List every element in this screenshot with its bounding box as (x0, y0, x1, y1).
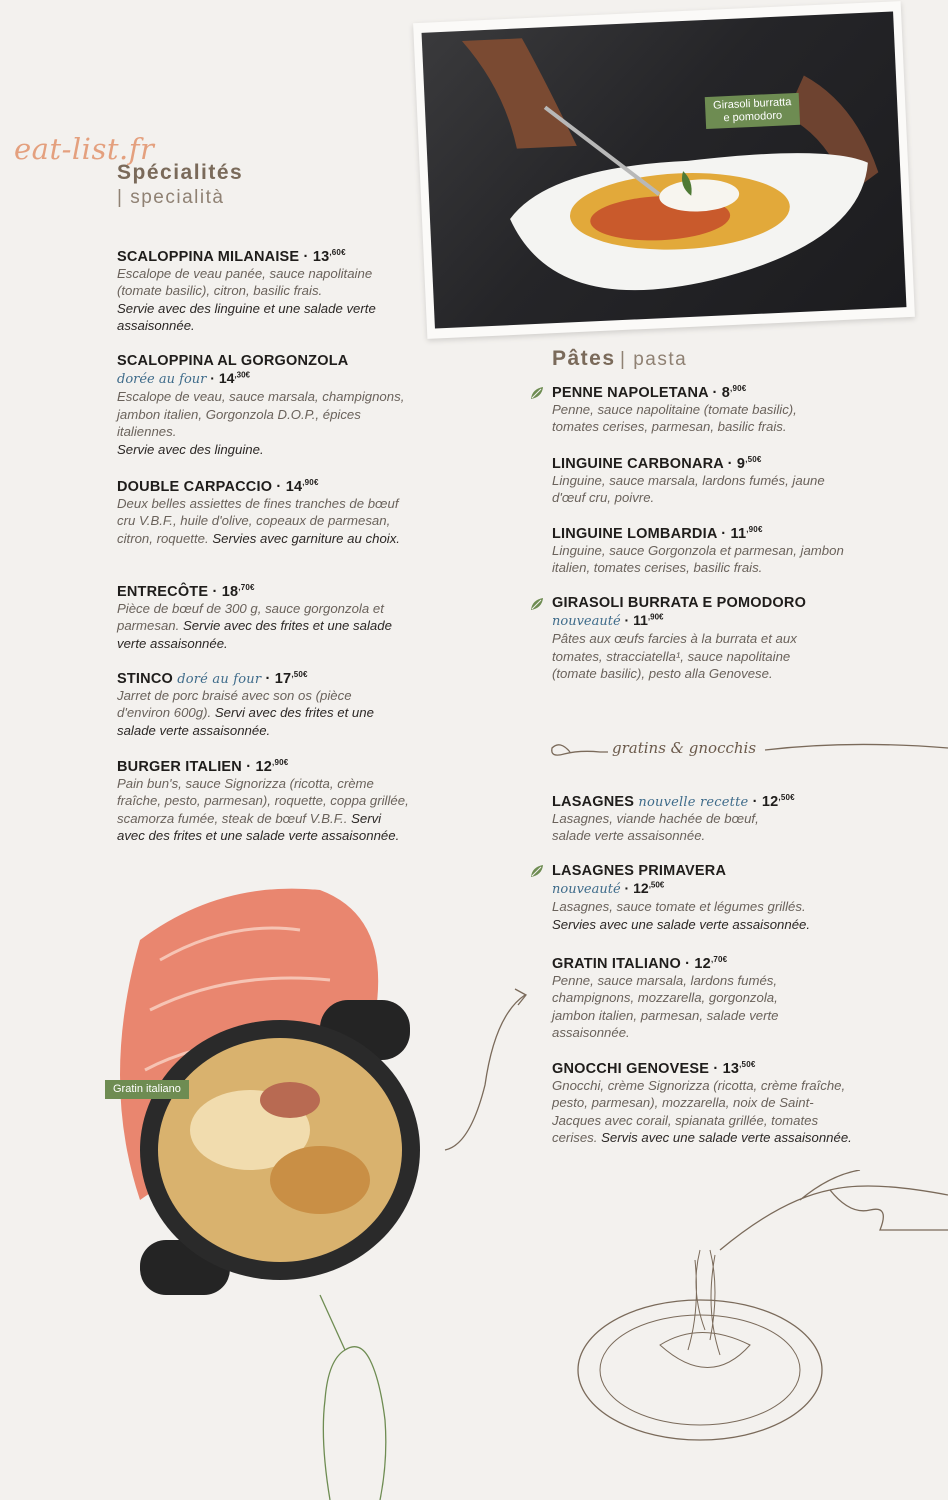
hand-fork-drawing (300, 1290, 410, 1500)
item-name: SCALOPPINA AL GORGONZOLA (117, 353, 349, 369)
item-name: LINGUINE CARBONARA · $9^{,50€}$ (552, 455, 762, 472)
menu-item (117, 248, 417, 335)
item-name: BURGER ITALIEN · $12^{,90€}$ (117, 758, 289, 775)
item-description: Lasagnes, viande hachée de bœuf, salade verte assaisonnée. (552, 810, 759, 844)
item-tag: dorée au four (117, 372, 207, 387)
menu-item: LASAGNES PRIMAVERA nouveauté · $12^{,50€}$ Lasagnes, sauce tomate et légumes grillés. Servies avec une salade verte assaisonnée. (552, 863, 852, 933)
menu-item (552, 525, 847, 577)
menu-item: SCALOPPINA AL GORGONZOLA dorée au four · $14^{,30€}$ Escalope de veau, sauce marsala, champignons, jambon italien, Gorgonzola D.O.P., épices italiennes. Servie avec des linguine. (117, 353, 417, 458)
menu-item (552, 455, 842, 507)
item-description: Penne, sauce marsala, lardons fumés, champignons, mozzarella, gorgonzola, jambon italien, parmesan, salade verte assaisonnée. (552, 972, 779, 1041)
menu-item (552, 793, 842, 845)
spaghetti-drawing (570, 1170, 948, 1460)
item-name: LASAGNES nouvelle recette · $12^{,50€}$ (552, 793, 795, 810)
menu-item (552, 384, 842, 436)
vegetarian-leaf-icon (529, 596, 545, 612)
menu-item (117, 478, 407, 547)
section-subtitle-pates: | pasta (620, 349, 688, 370)
item-description: Linguine, sauce marsala, lardons fumés, jaune d'œuf cru, poivre. (552, 472, 825, 506)
photo-label-girasoli: Girasoli burratta e pomodoro (705, 93, 801, 129)
item-description: Jarret de porc braisé avec son os (pièce d'environ 600g). Servi avec des frites et une salade verte assaisonnée. (117, 687, 374, 738)
section-title-specialites: Spécialités (117, 161, 244, 184)
watermark: eat-list.fr (14, 132, 155, 166)
item-tag: nouveauté (552, 614, 621, 629)
item-description: Gnocchi, crème Signorizza (ricotta, crème fraîche, pesto, parmesan), mozzarella, noix de Saint-Jacques avec corail, spianata grillée, tomates cerises. Servis avec une salade verte assaisonnée. (552, 1077, 852, 1146)
item-name: ENTRECÔTE · $18^{,70€}$ (117, 583, 255, 600)
menu-item (552, 955, 822, 1042)
item-name: LINGUINE LOMBARDIA · $11^{,90€}$ (552, 525, 763, 542)
item-description: Escalope de veau panée, sauce napolitaine (tomate basilic), citron, basilic frais. Servie avec des linguine et une salade verte assaisonnée. (117, 265, 376, 334)
menu-item: GIRASOLI BURRATA E POMODORO nouveauté · $11^{,90€}$ Pâtes aux œufs farcies à la burrata et aux tomates, stracciatella¹, sauce napolitaine (tomate basilic), pesto alla Genovese. (552, 595, 837, 683)
item-description: Pain bun's, sauce Signorizza (ricotta, crème fraîche, pesto, parmesan), roquette, coppa grillée, scamorza fumée, steak de bœuf V.B.F.. Servi avec des frites et une salade verte assaisonnée. (117, 775, 409, 844)
item-name: LASAGNES PRIMAVERA (552, 863, 727, 879)
item-description: Escalope de veau, sauce marsala, champignons, jambon italien, Gorgonzola D.O.P., épices italiennes. Servie avec des linguine. (117, 389, 405, 457)
item-description: Lasagnes, sauce tomate et légumes grillés. Servies avec une salade verte assaisonnée. (552, 899, 811, 932)
pasta-plate-illustration (422, 11, 907, 328)
section-subtitle-specialites: | specialità (117, 187, 225, 208)
section-heading-pates (552, 347, 687, 371)
item-description: Pièce de bœuf de 300 g, sauce gorgonzola et parmesan. Servie avec des frites et une salade verte assaisonnée. (117, 600, 392, 651)
vegetarian-leaf-icon (529, 863, 545, 879)
item-name: STINCO doré au four · $17^{,50€}$ (117, 670, 308, 687)
item-description: Penne, sauce napolitaine (tomate basilic), tomates cerises, parmesan, basilic frais. (552, 401, 797, 435)
photo-label-gratin: Gratin italiano (105, 1080, 189, 1099)
item-description: Linguine, sauce Gorgonzola et parmesan, jambon italien, tomates cerises, basilic frais. (552, 542, 844, 576)
menu-item (552, 1060, 852, 1147)
menu-item (117, 670, 402, 739)
arrow-doodle (440, 985, 535, 1155)
item-description: Pâtes aux œufs farcies à la burrata et aux tomates, stracciatella¹, sauce napolitaine (tomate basilic), pesto alla Genovese. (552, 631, 797, 681)
section-divider-gratins: gratins & gnocchis (612, 739, 757, 757)
item-name: GIRASOLI BURRATA E POMODORO (552, 595, 807, 611)
menu-item (117, 583, 412, 652)
item-name: SCALOPPINA MILANAISE · $13^{,60€}$ (117, 248, 346, 265)
item-name: GRATIN ITALIANO · $12^{,70€}$ (552, 955, 728, 972)
item-description: Deux belles assiettes de fines tranches de bœuf cru V.B.F., huile d'olive, copeaux de parmesan, citron, roquette. Servies avec garniture au choix. (117, 495, 400, 546)
item-tag: nouvelle recette (638, 794, 749, 810)
photo-girasoli (413, 1, 915, 339)
item-name: PENNE NAPOLETANA · $8^{,90€}$ (552, 384, 747, 401)
vegetarian-leaf-icon (529, 385, 545, 401)
menu-item (117, 758, 412, 845)
item-tag: doré au four (177, 671, 262, 687)
item-name: GNOCCHI GENOVESE · $13^{,50€}$ (552, 1060, 756, 1077)
item-name: DOUBLE CARPACCIO · $14^{,90€}$ (117, 478, 319, 495)
item-tag: nouveauté (552, 882, 621, 897)
section-title-pates: Pâtes (552, 347, 616, 370)
